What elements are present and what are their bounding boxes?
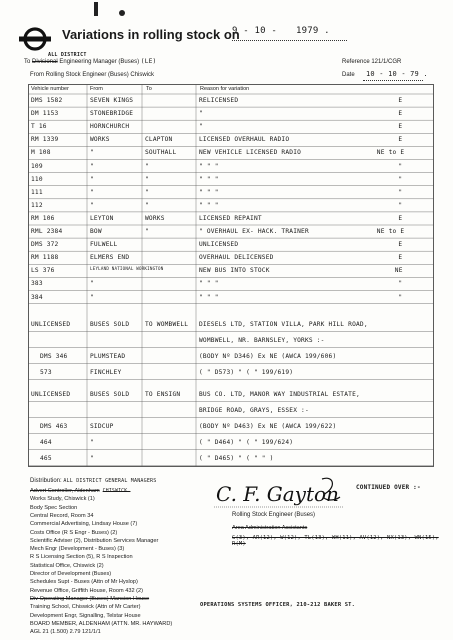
sold-to-ensign-from-cell: " <box>90 438 94 446</box>
column-header-vehicle-number: Vehicle number <box>31 86 69 92</box>
column-header-to: To <box>146 86 152 92</box>
variation-code-cell: " <box>398 280 403 288</box>
from-cell: " <box>90 175 94 183</box>
variation-code-cell: E <box>398 110 403 118</box>
distribution-item: Commercial Advertising, Lindsay House (7) <box>30 521 138 528</box>
distribution-item: Works Study, Chiswick (1) <box>30 496 95 503</box>
from-cell: " <box>90 280 94 288</box>
from-cell: LEYLAND NATIONAL WORKINGTON <box>90 266 164 272</box>
vehicle-number-cell: LS 376 <box>31 267 55 275</box>
title-year-handwritten: 1979 . <box>296 26 330 36</box>
to-cell: " <box>145 188 149 196</box>
sold-to-wombwell-heading-to: TO WOMBWELL <box>145 320 189 328</box>
reference-number: Reference 121/1/CGR <box>342 59 402 65</box>
distribution-item: Costs Office (R S Engr - Buses) (2) <box>30 529 118 536</box>
sold-to-wombwell-from-cell: PLUMSTEAD <box>90 352 126 360</box>
sold-to-ensign-vehicle-number-cell: DMS 463 <box>40 422 68 430</box>
sold-to-ensign-heading-address-line2: BRIDGE ROAD, GRAYS, ESSEX :- <box>199 406 309 414</box>
distribution-item: Div Operating Manager (Buses) Mansion House <box>30 595 150 602</box>
vehicle-number-cell: 112 <box>31 201 43 209</box>
vehicle-number-cell: T 16 <box>31 123 47 131</box>
variation-code-cell: E <box>398 136 403 144</box>
sold-to-ensign-heading-unlicensed: UNLICENSED <box>31 390 71 398</box>
distribution-item: Training School, Chiswick (Attn of Mr Carter) <box>30 604 141 611</box>
from-cell: " <box>90 201 94 209</box>
distribution-item: Schedules Supt - Buses (Attn of Mr Hyslop) <box>30 579 138 586</box>
vehicle-number-cell: M 108 <box>31 149 51 157</box>
from-cell: HORNCHURCH <box>90 123 130 131</box>
sold-to-ensign-heading-buses-sold: BUSES SOLD <box>90 390 130 398</box>
all-district-annotation: ALL DISTRICT <box>48 52 87 58</box>
distribution-item: Advert Controller, Aldenham CHISWICK. <box>30 488 131 494</box>
vehicle-number-cell: 383 <box>31 280 43 288</box>
reason-cell: UNLICENSED <box>199 241 239 249</box>
sold-to-ensign-heading-address-line1: BUS CO. LTD, MANOR WAY INDUSTRIAL ESTATE, <box>199 390 360 398</box>
variation-code-cell: NE to E <box>376 228 405 235</box>
distribution-item: Development Engr, Signalling, Telstar House <box>30 612 141 619</box>
to-cell: " <box>145 228 149 235</box>
reason-cell: LICENSED OVERHAUL RADIO <box>199 136 290 144</box>
from-cell: " <box>90 162 94 170</box>
sold-to-ensign-vehicle-number-cell: 464 <box>40 438 52 446</box>
distribution-item: Director of Development (Buses) <box>30 571 112 577</box>
vehicle-number-cell: 110 <box>31 175 43 183</box>
distribution-item: Statistical Office, Chiswick (2) <box>30 562 104 569</box>
vehicle-number-cell: RM 1188 <box>31 254 59 262</box>
from-cell: SEVEN KINGS <box>90 97 134 104</box>
vehicle-number-cell: RM 106 <box>31 214 55 222</box>
distribution-item: R S Licensing Section (5), R S Inspection <box>30 554 133 561</box>
column-header-reason: Reason for variation <box>200 86 250 92</box>
variation-code-cell: NE <box>394 267 403 275</box>
sold-to-wombwell-reason-cell: ( " D573) " ( " 199/619) <box>199 368 294 376</box>
sold-to-wombwell-vehicle-number-cell: 573 <box>40 368 52 376</box>
from-cell: " <box>90 293 94 301</box>
sold-to-ensign-heading-to: TO ENSIGN <box>145 390 181 398</box>
sold-to-wombwell-heading-address-line1: DIESELS LTD, STATION VILLA, PARK HILL ROAD, <box>199 320 368 328</box>
vehicle-number-cell: DMS 1582 <box>31 97 63 104</box>
to-cell: CLAPTON <box>145 136 173 144</box>
sold-to-wombwell-vehicle-number-cell: DMS 346 <box>40 352 68 360</box>
vehicle-number-cell: 384 <box>31 293 43 301</box>
variation-code-cell: " <box>398 293 403 301</box>
variation-code-cell: " <box>398 201 403 209</box>
variation-code-cell: " <box>398 175 403 183</box>
punch-hole-dot <box>119 10 125 16</box>
distribution-label <box>30 478 156 484</box>
continued-over-note: CONTINUED OVER :- <box>356 484 421 491</box>
to-label: To <box>24 59 31 65</box>
date-value-handwritten: 10 - 10 - 79 . <box>366 70 428 78</box>
signature-image <box>214 475 344 509</box>
reason-cell: NEW BUS INTO STOCK <box>199 267 270 275</box>
sold-to-wombwell-heading-buses-sold: BUSES SOLD <box>90 320 130 328</box>
variation-code-cell: E <box>398 241 403 249</box>
variation-code-cell: E <box>398 254 403 262</box>
to-text: Engineering Manager (Buses) <box>59 59 140 65</box>
distribution-item: AGL 21 (1.500) 2.79 121/1/1 <box>30 629 101 636</box>
from-cell: BOW <box>90 228 102 235</box>
variation-code-cell: E <box>398 123 403 131</box>
page-title: Variations in rolling stock on <box>62 27 240 42</box>
from-cell: " <box>90 149 94 157</box>
sold-to-ensign-from-cell: SIDCUP <box>90 422 114 430</box>
variation-code-cell: E <box>398 214 403 222</box>
distribution-item-extra: CHISWICK. <box>102 489 131 494</box>
reason-cell: " " " <box>199 188 219 196</box>
date-label: Date <box>342 72 355 78</box>
reason-cell: NEW VEHICLE LICENSED RADIO <box>199 149 302 157</box>
signature-caption: Rolling Stock Engineer (Buses) <box>232 512 316 518</box>
sold-to-wombwell-heading-address-line2: WOMBWELL, NR. BARNSLEY, YORKS :- <box>199 336 325 344</box>
from-line: From Rolling Stock Engineer (Buses) Chiswick <box>30 72 155 78</box>
distribution-item: BOARD MEMBER, ALDENHAM (ATTN. MR. HAYWARD) <box>30 620 173 627</box>
vehicle-number-cell: 109 <box>31 162 43 170</box>
operations-systems-line: OPERATIONS SYSTEMS OFFICER, 210-212 BAKER ST. <box>200 602 356 608</box>
from-cell: STONEBRIDGE <box>90 110 134 118</box>
from-cell: LEYTON <box>90 214 114 222</box>
from-cell: FULWELL <box>90 241 118 249</box>
variation-code-cell: " <box>398 162 403 170</box>
distribution-label-text: Distribution: <box>30 478 62 484</box>
to-cell: " <box>145 162 149 170</box>
column-header-from: From <box>90 86 103 92</box>
reason-cell: " <box>199 110 203 118</box>
from-cell: WORKS <box>90 136 110 144</box>
area-admin-values: G(3), AR(12), W(12), TL(13), WH(11), AV(12), NX(13), WN(15), R(M) <box>232 535 439 547</box>
reason-cell: " " " <box>199 293 219 301</box>
variation-code-cell: " <box>398 188 403 196</box>
distribution-item: Revenue Office, Griffith House, Room 432 (2) <box>30 587 143 594</box>
sold-to-ensign-reason-cell: ( " D464) " ( " 199/624) <box>199 438 294 446</box>
to-line <box>24 58 156 65</box>
distribution-item: Mech Engr (Development - Buses) (3) <box>30 546 125 553</box>
to-code: (LE) <box>140 58 157 65</box>
to-cell: " <box>145 175 149 183</box>
vehicle-number-cell: DMS 372 <box>31 241 59 249</box>
reason-cell: " <box>199 123 203 131</box>
reason-cell: " " " <box>199 162 219 170</box>
vehicle-number-cell: 111 <box>31 188 43 196</box>
to-cell: WORKS <box>145 214 165 222</box>
reason-cell: RELICENSED <box>199 97 239 104</box>
signature-text: C. F. Gayton <box>216 482 339 506</box>
sold-to-ensign-reason-cell: (BODY Nº D463) Ex NE (AWCA 199/622) <box>199 422 337 430</box>
date-dotted-line <box>363 80 423 81</box>
title-date-handwritten: 9 - 10 - <box>232 26 277 36</box>
distribution-extra-handwritten: ALL DISTRICT GENERAL MANAGERS <box>63 478 157 484</box>
vehicle-number-cell: RM 1339 <box>31 136 59 144</box>
area-admin-label: Area Administration Assistants <box>232 525 308 531</box>
distribution-item: Scientific Adviser (2), Distribution Services Manager <box>30 537 159 544</box>
to-cell: " <box>145 201 149 209</box>
london-transport-roundel-logo <box>18 27 52 51</box>
reason-cell: " " " <box>199 201 219 209</box>
vehicle-number-cell: DM 1153 <box>31 110 59 118</box>
reason-cell: OVERHAUL DELICENSED <box>199 254 274 262</box>
reason-cell: " " " <box>199 175 219 183</box>
reason-cell: " " " <box>199 280 219 288</box>
distribution-item: Central Record, Room 34 <box>30 512 94 519</box>
variation-code-cell: NE to E <box>376 149 405 157</box>
sold-to-wombwell-reason-cell: (BODY Nº D346) Ex NE (AWCA 199/606) <box>199 352 337 360</box>
vehicle-number-cell: RML 2384 <box>31 228 63 235</box>
distribution-item: Body Spec Section <box>30 504 78 511</box>
reason-cell: LICENSED REPAINT <box>199 214 262 222</box>
title-date-dotted-line <box>232 40 347 41</box>
sold-to-ensign-vehicle-number-cell: 465 <box>40 454 52 462</box>
sold-to-ensign-from-cell: " <box>90 454 94 462</box>
sold-to-ensign-reason-cell: ( " D465) " ( " " ) <box>199 454 274 462</box>
sold-to-wombwell-from-cell: FINCHLEY <box>90 368 122 376</box>
to-struck-word: Divisional <box>32 59 58 65</box>
reason-cell: " OVERHAUL EX- HACK. TRAINER <box>199 228 309 235</box>
from-cell: ELMERS END <box>90 254 130 262</box>
punch-hole-mark <box>93 2 99 16</box>
sold-to-wombwell-heading-unlicensed: UNLICENSED <box>31 320 71 328</box>
variation-code-cell: E <box>398 97 403 104</box>
to-cell: SOUTHALL <box>145 149 177 157</box>
from-cell: " <box>90 188 94 196</box>
